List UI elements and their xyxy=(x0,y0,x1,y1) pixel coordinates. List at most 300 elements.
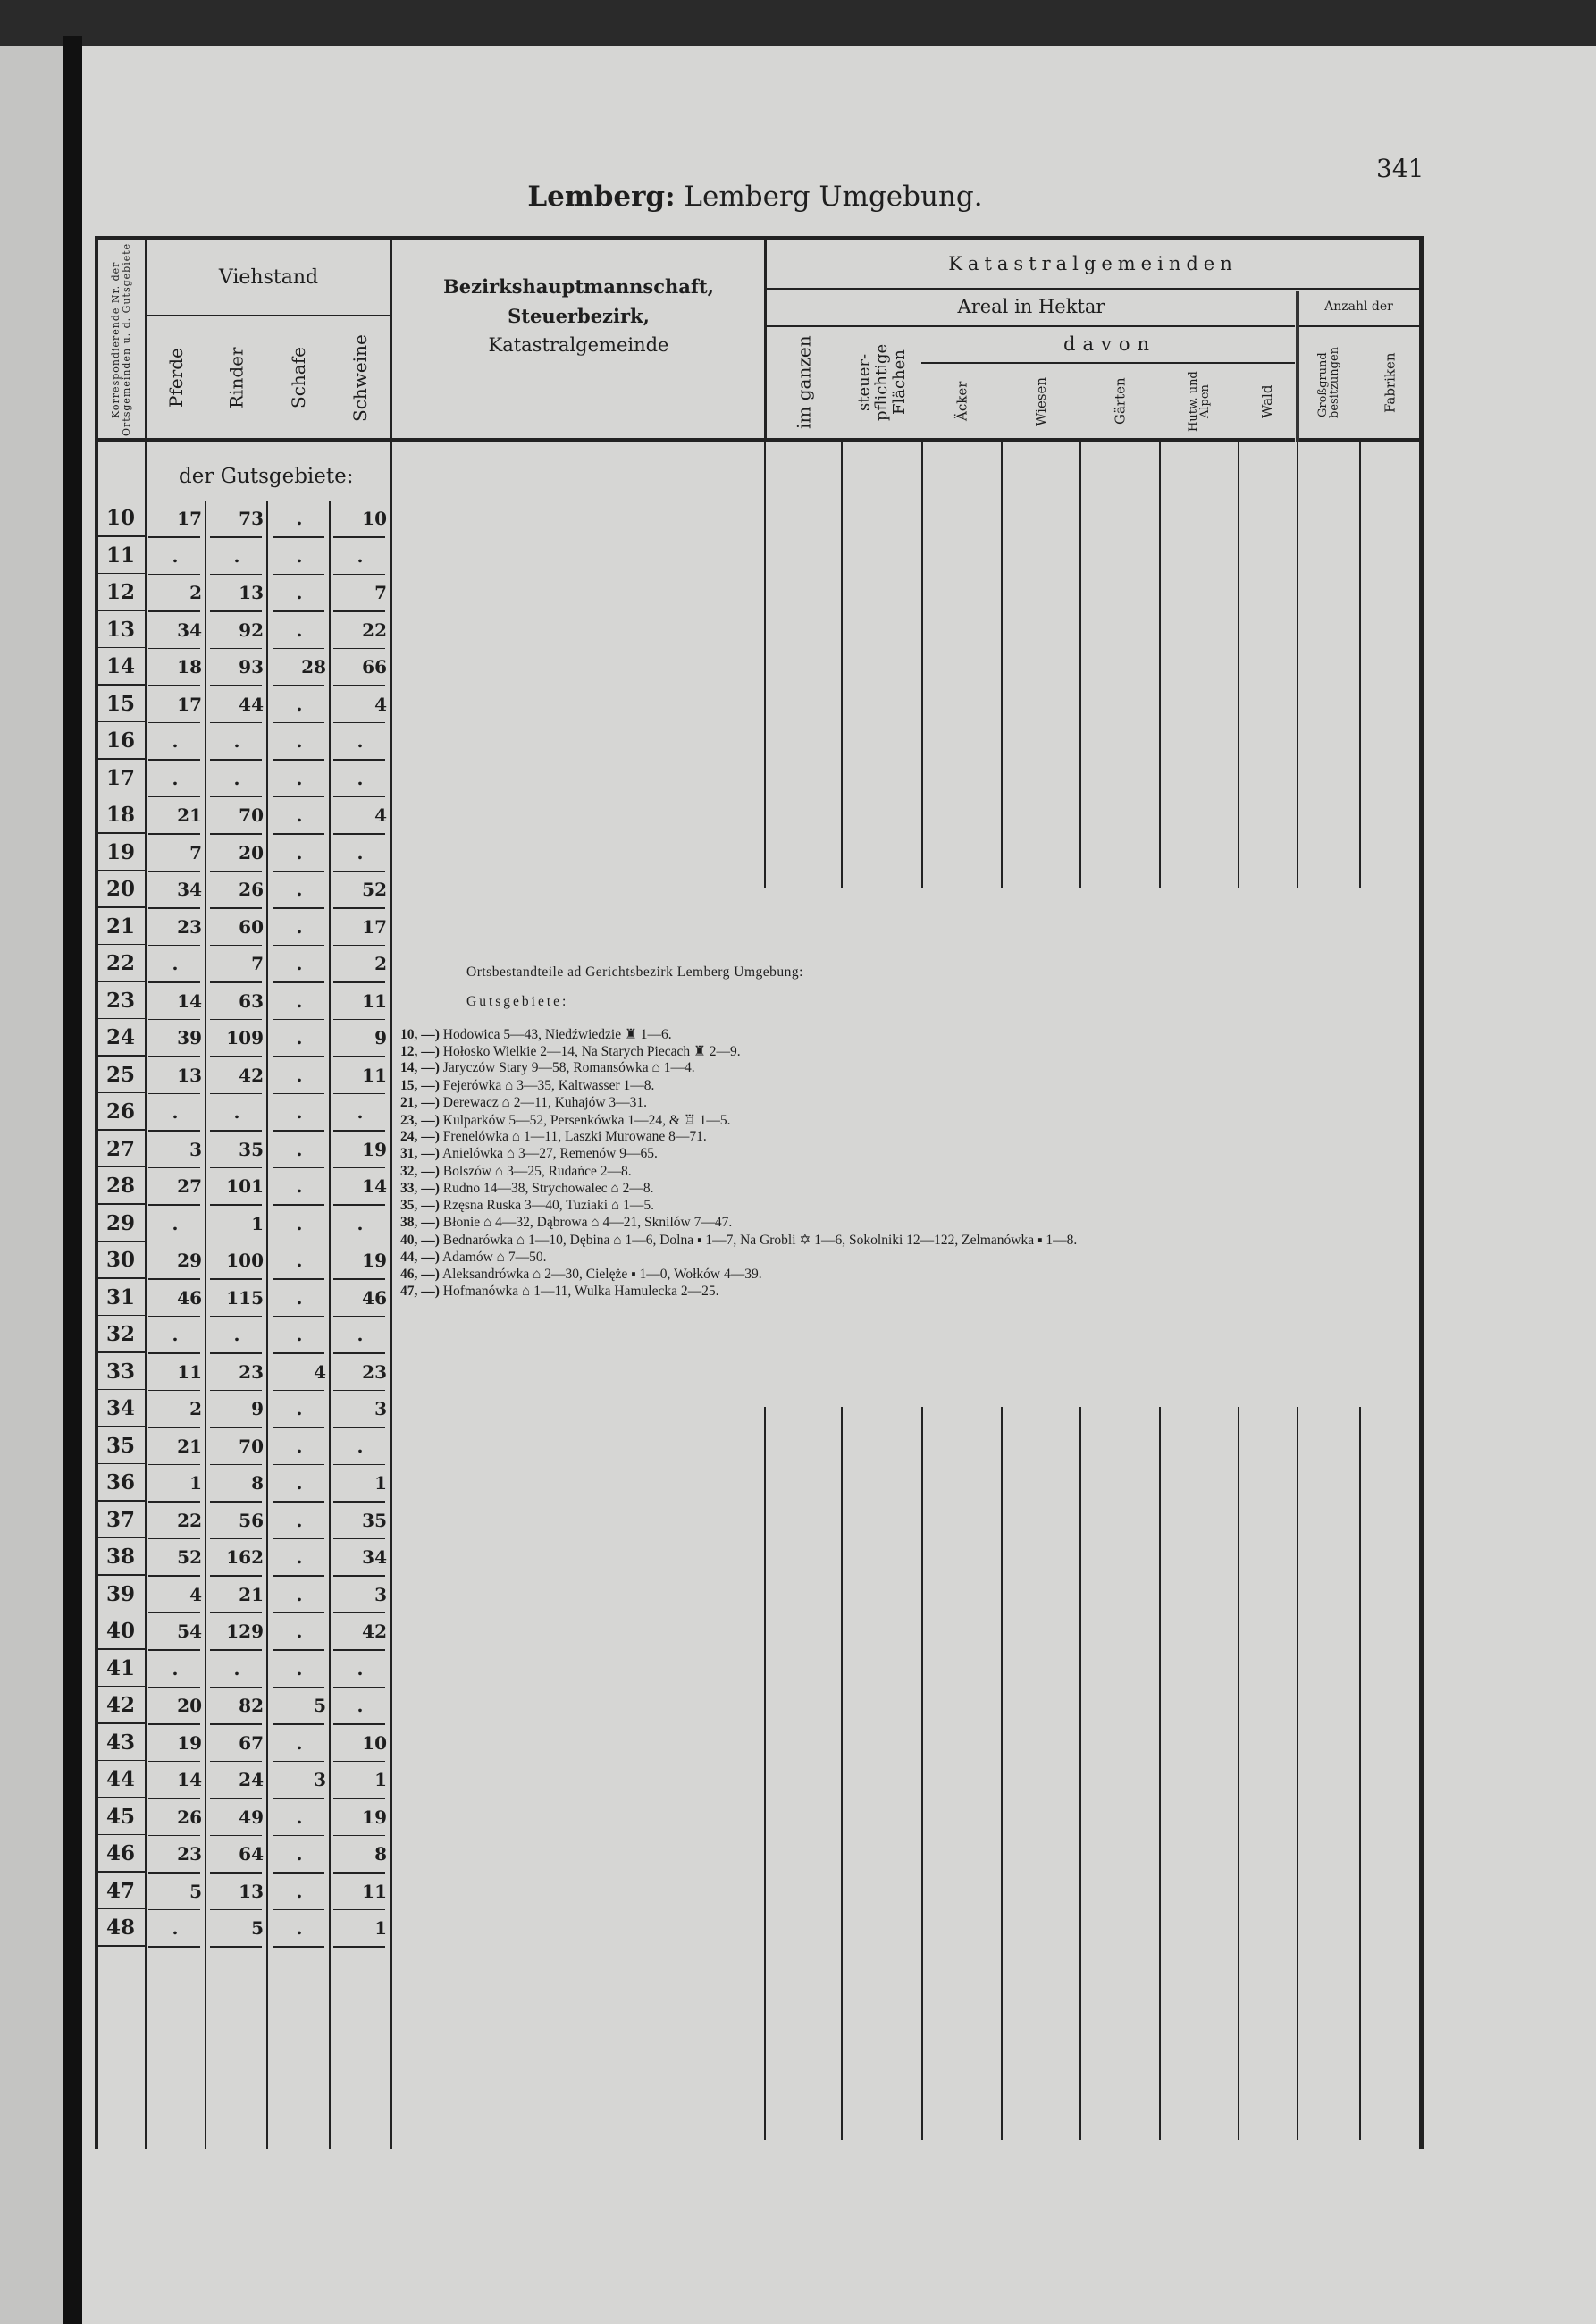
entry-text: Adamów ⌂ 7—50. xyxy=(441,1249,547,1265)
cell-schweine: 66 xyxy=(362,656,387,678)
cell-schweine: 11 xyxy=(362,1880,387,1902)
cell-rinder: 109 xyxy=(226,1027,264,1048)
cell-schafe: . xyxy=(296,1064,303,1086)
row-rule xyxy=(273,685,324,686)
row-number: 41 xyxy=(105,1655,135,1680)
cell-schafe: . xyxy=(296,1138,303,1160)
cell-schweine: 14 xyxy=(362,1175,387,1197)
row-rule xyxy=(273,796,324,798)
row-rule xyxy=(210,722,262,724)
footnote-entry xyxy=(400,1146,658,1162)
row-rule xyxy=(148,833,200,835)
table-right-rule xyxy=(1419,236,1424,2149)
row-rule xyxy=(333,1056,385,1057)
row-rule xyxy=(333,1612,385,1614)
header-nr: Korrespondierende Nr. der Ortsgemeinden u. d. Gutsgebiete xyxy=(109,242,132,437)
cell-schafe: . xyxy=(296,804,303,826)
row-rule xyxy=(210,1019,262,1021)
row-number: 25 xyxy=(105,1062,135,1087)
entry-text: Hofmanówka ⌂ 1—11, Wulka Hamulecka 2—25. xyxy=(442,1284,719,1299)
header-bezirk xyxy=(393,273,764,360)
cell-pferde: 2 xyxy=(189,1398,202,1419)
row-rule xyxy=(210,1872,262,1874)
row-number: 26 xyxy=(105,1099,135,1124)
cell-schweine: . xyxy=(357,1212,364,1234)
row-rule xyxy=(148,1538,200,1540)
cell-rinder: 64 xyxy=(239,1843,264,1865)
row-rule xyxy=(333,945,385,947)
row-rule xyxy=(273,1427,324,1428)
cell-pferde: 26 xyxy=(177,1806,202,1828)
col-rule xyxy=(1238,1407,1239,2140)
header-pferde: Pferde xyxy=(165,348,187,408)
row-rule xyxy=(333,1352,385,1354)
cell-schafe: . xyxy=(296,989,303,1012)
row-rule xyxy=(273,1538,324,1540)
row-rule xyxy=(148,1242,200,1243)
cell-rinder: 26 xyxy=(239,879,264,900)
book-spine xyxy=(63,36,82,2324)
cell-schafe: . xyxy=(296,1250,303,1271)
row-rule xyxy=(148,907,200,909)
row-rule xyxy=(273,1093,324,1095)
footnote-entry xyxy=(400,1232,1077,1249)
row-rule xyxy=(210,945,262,947)
cell-schafe: . xyxy=(296,1880,303,1902)
row-rule xyxy=(333,981,385,983)
row-rule xyxy=(333,1130,385,1132)
cell-rinder: 13 xyxy=(239,582,264,603)
entry-number: 44, —) xyxy=(400,1249,440,1265)
col-rule xyxy=(841,442,843,888)
row-rule xyxy=(333,1167,385,1169)
cell-rinder: 35 xyxy=(239,1138,264,1160)
cell-rinder: 115 xyxy=(226,1286,264,1309)
entry-text: Bolszów ⌂ 3—25, Rudańce 2—8. xyxy=(442,1163,632,1179)
row-rule xyxy=(148,1687,200,1688)
page-title xyxy=(0,181,1510,213)
row-rule xyxy=(98,1834,145,1836)
row-rule xyxy=(148,1130,200,1132)
row-rule xyxy=(210,871,262,872)
cell-rinder: 9 xyxy=(251,1398,264,1419)
table-top-rule xyxy=(95,236,1424,240)
adjacent-page-edge xyxy=(0,46,64,2324)
cell-pferde: 21 xyxy=(177,1435,202,1457)
cell-rinder: 49 xyxy=(239,1806,264,1828)
cell-schweine: 4 xyxy=(374,693,387,715)
row-rule xyxy=(333,1909,385,1911)
cell-schafe: . xyxy=(296,1583,303,1605)
cell-pferde: 23 xyxy=(177,1843,202,1865)
cell-schweine: 10 xyxy=(362,1731,387,1754)
row-number: 29 xyxy=(105,1210,135,1235)
row-rule xyxy=(210,1204,262,1206)
row-rule xyxy=(273,1761,324,1763)
scan-top-border xyxy=(0,0,1596,46)
row-rule xyxy=(98,1612,145,1613)
footnote-heading: Ortsbestandteile ad Gerichtsbezirk Lemberg Umgebung: xyxy=(466,964,803,980)
row-number: 16 xyxy=(105,728,135,753)
col-rule xyxy=(921,1407,923,2140)
cell-schafe: . xyxy=(296,1843,303,1865)
header-bezirk-line1: Bezirkshauptmannschaft, xyxy=(443,275,714,298)
row-rule xyxy=(98,1945,145,1947)
row-number: 33 xyxy=(105,1359,135,1384)
row-rule xyxy=(273,722,324,724)
cell-schafe: . xyxy=(296,1435,303,1457)
row-rule xyxy=(273,536,324,538)
cell-pferde: 52 xyxy=(177,1546,202,1568)
row-rule xyxy=(148,610,200,612)
row-rule xyxy=(210,685,262,686)
cell-pferde: . xyxy=(172,767,179,789)
entry-number: 14, —) xyxy=(400,1060,440,1076)
title-district: Lemberg Umgebung. xyxy=(675,181,983,213)
row-rule xyxy=(273,1352,324,1354)
cell-rinder: 162 xyxy=(226,1546,264,1568)
viehstand-rule xyxy=(147,315,390,316)
cell-schafe: . xyxy=(296,1286,303,1309)
cell-schweine: 42 xyxy=(362,1621,387,1642)
row-rule xyxy=(148,1612,200,1614)
cell-schafe: . xyxy=(296,1917,303,1939)
row-rule xyxy=(333,871,385,872)
cell-pferde: 21 xyxy=(177,804,202,826)
cell-rinder: . xyxy=(233,767,240,789)
row-rule xyxy=(273,907,324,909)
row-rule xyxy=(273,1723,324,1725)
row-rule xyxy=(210,1649,262,1651)
row-rule xyxy=(210,1761,262,1763)
row-rule xyxy=(210,1464,262,1466)
cell-schafe: . xyxy=(296,1621,303,1642)
row-rule xyxy=(148,1464,200,1466)
footnote-entry xyxy=(400,1250,546,1266)
row-rule xyxy=(210,1093,262,1095)
row-rule xyxy=(273,1946,324,1948)
title-region: Lemberg: xyxy=(527,181,676,213)
cell-rinder: 70 xyxy=(239,1435,264,1457)
cell-rinder: 67 xyxy=(239,1731,264,1754)
row-rule xyxy=(148,1761,200,1763)
row-rule xyxy=(98,1760,145,1762)
cell-schafe: . xyxy=(296,1509,303,1531)
row-rule xyxy=(98,758,145,760)
header-wald: Wald xyxy=(1258,384,1275,418)
footnote-entry xyxy=(400,1198,654,1214)
row-rule xyxy=(210,833,262,835)
header-viehstand: Viehstand xyxy=(218,265,319,289)
row-number: 15 xyxy=(105,691,135,716)
row-number: 23 xyxy=(105,988,135,1013)
entry-text: Jaryczów Stary 9—58, Romansówka ⌂ 1—4. xyxy=(442,1060,695,1076)
row-number: 34 xyxy=(105,1396,135,1420)
row-rule xyxy=(148,1835,200,1837)
cell-pferde: 29 xyxy=(177,1250,202,1271)
row-rule xyxy=(210,981,262,983)
entry-number: 47, —) xyxy=(400,1284,440,1299)
row-number: 14 xyxy=(105,654,135,678)
col-rule xyxy=(1001,442,1003,888)
row-rule xyxy=(273,1612,324,1614)
cell-schafe: . xyxy=(296,953,303,974)
row-rule xyxy=(273,945,324,947)
row-rule xyxy=(210,1909,262,1911)
row-rule xyxy=(98,1018,145,1020)
cell-schafe: . xyxy=(296,508,303,529)
col-rule xyxy=(266,501,268,2149)
row-rule xyxy=(148,796,200,798)
row-rule xyxy=(333,648,385,650)
cell-rinder: 5 xyxy=(251,1917,264,1939)
row-number: 36 xyxy=(105,1470,135,1495)
col-rule xyxy=(921,442,923,888)
cell-schweine: . xyxy=(357,1435,364,1457)
cell-schweine: 1 xyxy=(374,1472,387,1494)
col-rule xyxy=(1159,1407,1161,2140)
row-number: 21 xyxy=(105,914,135,939)
row-rule xyxy=(333,1835,385,1837)
header-schweine: Schweine xyxy=(349,334,371,422)
row-number: 20 xyxy=(105,877,135,901)
cell-schweine: 19 xyxy=(362,1138,387,1160)
entry-text: Bednarówka ⌂ 1—10, Dębina ⌂ 1—6, Dolna ▪ 1—7, Na Grobli ✡ 1—6, Sokolniki 12—122, Zelmanówka ▪ 1—8. xyxy=(442,1233,1078,1249)
row-rule xyxy=(273,981,324,983)
cell-rinder: 56 xyxy=(239,1509,264,1531)
entry-text: Hodowica 5—43, Niedźwiedzie ♜ 1—6. xyxy=(442,1027,672,1042)
row-rule xyxy=(148,1909,200,1911)
row-rule xyxy=(148,1501,200,1503)
header-areal: Areal in Hektar xyxy=(957,296,1105,318)
cell-schweine: . xyxy=(357,767,364,789)
cell-pferde: 18 xyxy=(177,656,202,678)
entry-number: 24, —) xyxy=(400,1129,440,1145)
entry-number: 46, —) xyxy=(400,1266,440,1282)
cell-pferde: 34 xyxy=(177,879,202,900)
row-rule xyxy=(148,1316,200,1318)
row-number: 30 xyxy=(105,1248,135,1272)
row-number: 44 xyxy=(105,1767,135,1791)
row-number: 47 xyxy=(105,1878,135,1903)
row-rule xyxy=(273,1798,324,1799)
cell-schweine: 8 xyxy=(374,1843,387,1865)
row-rule xyxy=(210,1501,262,1503)
cell-schafe: . xyxy=(296,1398,303,1419)
footnote-entry xyxy=(400,1267,762,1283)
row-rule xyxy=(98,610,145,611)
row-rule xyxy=(148,1093,200,1095)
row-rule xyxy=(273,1575,324,1577)
row-number: 40 xyxy=(105,1619,135,1643)
cell-schafe: . xyxy=(296,544,303,567)
row-rule xyxy=(98,1686,145,1688)
row-rule xyxy=(148,1056,200,1057)
row-rule xyxy=(98,1315,145,1317)
row-rule xyxy=(98,1908,145,1910)
cell-pferde: 14 xyxy=(177,989,202,1012)
col-rule xyxy=(205,501,206,2149)
row-rule xyxy=(210,796,262,798)
row-number: 10 xyxy=(105,506,135,530)
cell-schafe: . xyxy=(296,915,303,938)
cell-rinder: 13 xyxy=(239,1880,264,1902)
row-rule xyxy=(148,1723,200,1725)
row-rule xyxy=(98,535,145,537)
row-rule xyxy=(333,1872,385,1874)
header-steuerpflichtige: steuer-pflichtige Flächen xyxy=(854,343,909,422)
footnote-entry xyxy=(400,1164,632,1180)
row-number: 22 xyxy=(105,951,135,975)
row-rule xyxy=(333,536,385,538)
row-rule xyxy=(333,685,385,686)
cell-pferde: 3 xyxy=(189,1138,202,1160)
row-rule xyxy=(210,1538,262,1540)
row-rule xyxy=(333,907,385,909)
cell-pferde: 14 xyxy=(177,1769,202,1790)
entry-text: Fejerówka ⌂ 3—35, Kaltwasser 1—8. xyxy=(442,1077,655,1093)
header-im-ganzen: im ganzen xyxy=(793,335,815,430)
col-rule xyxy=(1297,1407,1298,2140)
row-rule xyxy=(333,574,385,576)
row-rule xyxy=(333,1390,385,1392)
row-rule xyxy=(210,574,262,576)
cell-rinder: 42 xyxy=(239,1064,264,1086)
cell-rinder: 101 xyxy=(226,1175,264,1197)
entry-text: Hołosko Wielkie 2—14, Na Starych Piecach ♜ 2—9. xyxy=(442,1044,741,1060)
cell-rinder: 63 xyxy=(239,989,264,1012)
row-rule xyxy=(273,1316,324,1318)
cell-schafe: . xyxy=(296,1175,303,1197)
row-rule xyxy=(273,1019,324,1021)
row-rule xyxy=(273,871,324,872)
col-rule xyxy=(764,442,766,888)
col-rule xyxy=(1079,442,1081,888)
cell-schweine: . xyxy=(357,841,364,863)
row-rule xyxy=(333,1723,385,1725)
footnote-entry xyxy=(400,1026,672,1043)
row-rule xyxy=(98,1129,145,1131)
cell-rinder: . xyxy=(233,1657,240,1680)
row-rule xyxy=(273,1130,324,1132)
row-rule xyxy=(273,1278,324,1280)
cell-pferde: . xyxy=(172,1324,179,1345)
cell-schafe: . xyxy=(296,693,303,715)
header-anzahl: Anzahl der xyxy=(1324,299,1393,315)
cell-pferde: 4 xyxy=(189,1583,202,1605)
row-rule xyxy=(148,1575,200,1577)
row-rule xyxy=(210,1612,262,1614)
row-number: 39 xyxy=(105,1581,135,1606)
cell-pferde: 5 xyxy=(189,1880,202,1902)
row-rule xyxy=(333,1946,385,1948)
row-rule xyxy=(148,871,200,872)
cell-schafe: . xyxy=(296,1027,303,1048)
cell-rinder: 44 xyxy=(239,693,264,715)
row-rule xyxy=(273,1242,324,1243)
row-rule xyxy=(98,1241,145,1242)
col-rule xyxy=(1359,442,1361,888)
row-rule xyxy=(333,1204,385,1206)
header-gaerten: Gärten xyxy=(1112,377,1129,425)
row-rule xyxy=(210,1835,262,1837)
row-rule xyxy=(98,1166,145,1168)
cell-rinder: 8 xyxy=(251,1472,264,1494)
row-rule xyxy=(148,981,200,983)
entry-number: 31, —) xyxy=(400,1146,440,1162)
cell-pferde: 17 xyxy=(177,693,202,715)
cell-pferde: 13 xyxy=(177,1064,202,1086)
cell-rinder: 7 xyxy=(251,953,264,974)
header-schafe: Schafe xyxy=(288,347,309,409)
col-rule xyxy=(1297,442,1298,888)
footnote-entry xyxy=(400,1060,695,1076)
row-number: 27 xyxy=(105,1136,135,1161)
cell-schafe: 28 xyxy=(301,656,326,678)
header-bottom-rule xyxy=(95,438,1424,442)
cell-pferde: 2 xyxy=(189,582,202,603)
row-rule xyxy=(148,759,200,761)
row-rule xyxy=(333,1278,385,1280)
row-rule xyxy=(210,1427,262,1428)
entry-text: Derewacz ⌂ 2—11, Kuhajów 3—31. xyxy=(442,1094,648,1110)
row-rule xyxy=(98,1277,145,1279)
cell-pferde: . xyxy=(172,544,179,567)
header-wiesen: Wiesen xyxy=(1032,376,1049,426)
davon-rule xyxy=(921,362,1297,364)
row-rule xyxy=(98,1797,145,1798)
row-number: 17 xyxy=(105,765,135,790)
entry-number: 12, —) xyxy=(400,1044,440,1060)
cell-schafe: 3 xyxy=(314,1769,326,1790)
row-number: 48 xyxy=(105,1916,135,1940)
entry-text: Frenelówka ⌂ 1—11, Laszki Murowane 8—71. xyxy=(442,1129,707,1145)
entry-text: Anielówka ⌂ 3—27, Remenów 9—65. xyxy=(441,1146,658,1162)
cell-schweine: . xyxy=(357,1101,364,1123)
row-rule xyxy=(273,1501,324,1503)
row-rule xyxy=(148,1204,200,1206)
row-rule xyxy=(210,536,262,538)
cell-pferde: 11 xyxy=(177,1360,202,1383)
cell-schafe: . xyxy=(296,582,303,603)
row-rule xyxy=(148,1278,200,1280)
entry-text: Rudno 14—38, Strychowalec ⌂ 2—8. xyxy=(442,1180,654,1196)
cell-rinder: . xyxy=(233,1324,240,1345)
cell-schweine: 17 xyxy=(362,915,387,938)
row-rule xyxy=(273,1835,324,1837)
cell-rinder: 24 xyxy=(239,1769,264,1790)
row-rule xyxy=(98,906,145,908)
row-rule xyxy=(333,1761,385,1763)
row-number: 35 xyxy=(105,1433,135,1458)
cell-schafe: . xyxy=(296,879,303,900)
cell-pferde: . xyxy=(172,953,179,974)
entry-number: 23, —) xyxy=(400,1113,440,1128)
row-rule xyxy=(273,574,324,576)
cell-schweine: 23 xyxy=(362,1360,387,1383)
row-rule xyxy=(148,1352,200,1354)
row-rule xyxy=(273,1204,324,1206)
section-label: der Gutsgebiete: xyxy=(179,465,354,488)
cell-rinder: 73 xyxy=(239,508,264,529)
row-rule xyxy=(273,1649,324,1651)
entry-number: 38, —) xyxy=(400,1215,440,1231)
row-rule xyxy=(98,832,145,834)
cell-rinder: 23 xyxy=(239,1360,264,1383)
row-rule xyxy=(210,907,262,909)
header-fabriken: Fabriken xyxy=(1382,352,1399,413)
cell-rinder: . xyxy=(233,544,240,567)
